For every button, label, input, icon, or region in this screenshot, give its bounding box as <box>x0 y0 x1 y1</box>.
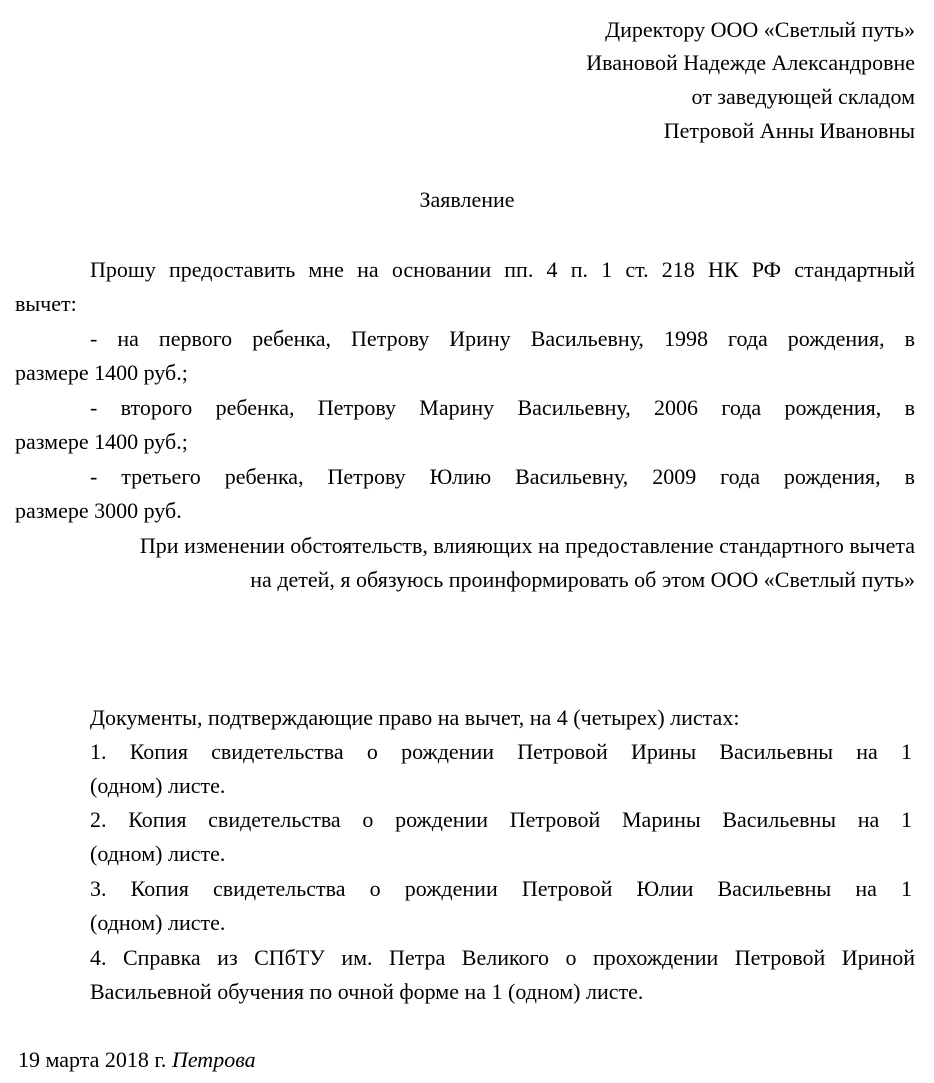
addressee-line: от заведующей складом <box>691 84 915 109</box>
attachment-item: 3. Копия свидетельства о рождении Петровой Юлии Васильевны на 1 <box>90 876 912 901</box>
attachment-item: Васильевной обучения по очной форме на 1 (одном) листе. <box>90 979 644 1004</box>
body-line: вычет: <box>15 291 77 316</box>
attachment-item: 4. Справка из СПбТУ им. Петра Великого о прохождении Петровой Ириной <box>90 945 915 970</box>
body-line: Прошу предоставить мне на основании пп. 4 п. 1 ст. 218 НК РФ стандартный <box>90 257 915 282</box>
date: 19 марта 2018 г. <box>18 1047 167 1072</box>
attachment-item: 2. Копия свидетельства о рождении Петровой Марины Васильевны на 1 <box>90 807 912 832</box>
body-line: - третьего ребенка, Петрову Юлию Васильевну, 2009 года рождения, в <box>90 464 915 489</box>
addressee-line: Директору ООО «Светлый путь» <box>605 17 915 42</box>
body-line: размере 3000 руб. <box>15 498 182 523</box>
body-line: - на первого ребенка, Петрову Ирину Васильевну, 1998 года рождения, в <box>90 326 915 351</box>
addressee-line: Петровой Анны Ивановны <box>663 118 915 143</box>
attachment-item: (одном) листе. <box>90 910 226 935</box>
body-line: на детей, я обязуюсь проинформировать об этом ООО «Светлый путь» <box>250 567 915 592</box>
body-line: При изменении обстоятельств, влияющих на предоставление стандартного вычета <box>139 533 915 558</box>
attachment-item: (одном) листе. <box>90 841 226 866</box>
attachment-item: 1. Копия свидетельства о рождении Петровой Ирины Васильевны на 1 <box>90 739 912 764</box>
footer <box>18 1047 256 1073</box>
body-line: размере 1400 руб.; <box>15 360 188 385</box>
signature: Петрова <box>171 1047 256 1072</box>
addressee-line: Ивановой Надежде Александровне <box>586 50 915 75</box>
attachments-heading: Документы, подтверждающие право на вычет, на 4 (четырех) листах: <box>90 705 740 730</box>
document-title: Заявление <box>419 187 515 212</box>
body-line: - второго ребенка, Петрову Марину Васильевну, 2006 года рождения, в <box>90 395 915 420</box>
body-line: размере 1400 руб.; <box>15 429 188 454</box>
attachment-item: (одном) листе. <box>90 773 226 798</box>
